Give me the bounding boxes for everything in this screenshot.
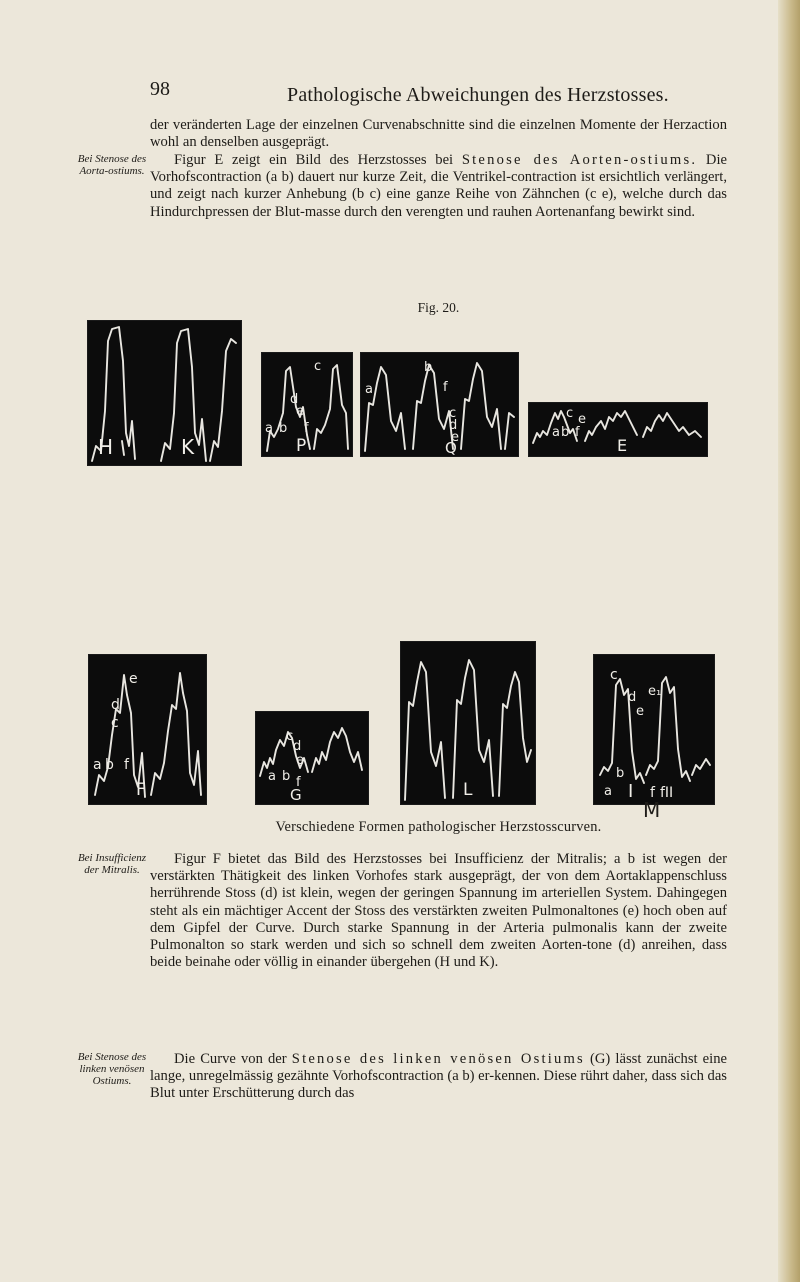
- panel-g-label-e: e: [296, 753, 304, 768]
- page-header: [150, 78, 710, 108]
- page-edge: [778, 0, 800, 1282]
- paragraph-2-text: Figur E zeigt ein Bild des Herzstosses bei Stenose des Aorten-ostiums. Die Vorhofscontraction (a b) dauert nur kurze Zeit, die Ventrikel-contraction ist ersichtlich verlängert, und zeigt nach kurzer Anhebung (b c) eine ganze Reihe von Zähnchen (c e), welche durch das Hindurchpressen der Blut-masse durch den verengten und rauhen Aortenanfang bewirkt sind.: [150, 152, 727, 220]
- panel-p-label-e: e: [296, 404, 304, 419]
- panel-q-label-d: d: [449, 418, 458, 433]
- panel-g-label-f: f: [296, 775, 301, 790]
- panel-e-label-a: a: [552, 425, 560, 440]
- panel-m-label-d: d: [628, 690, 637, 705]
- figure-caption: Verschiedene Formen pathologischer Herzstosscurven.: [275, 819, 602, 835]
- curve-panel-e: [528, 402, 708, 457]
- curve-panel-hk: [87, 320, 242, 466]
- panel-g-label-b: b: [282, 769, 291, 784]
- panel-label-h: H: [98, 435, 114, 459]
- figure-number: Fig. 20.: [417, 300, 460, 315]
- panel-e-label-e: e: [578, 412, 586, 427]
- panel-f-label-c: c: [111, 715, 119, 731]
- paragraph-4: [150, 1051, 727, 1103]
- panel-label-k: K: [181, 435, 195, 459]
- panel-m-label-roman-one: I: [628, 781, 634, 802]
- panel-f-label-f: f: [124, 757, 129, 773]
- panel-g-label-a: a: [268, 769, 276, 784]
- panel-f-label-e: e: [129, 671, 138, 687]
- running-title: Pathologische Abweichungen des Herzstosses.: [287, 84, 669, 106]
- curve-panel-l: [400, 641, 536, 805]
- panel-p-label-c: c: [314, 359, 322, 374]
- margin-note-mitralis: Bei Insufficienz der Mitralis.: [77, 852, 147, 876]
- panel-g-label: G: [290, 786, 302, 804]
- margin-note-venosus: Bei Stenose des linken venösen Ostiums.: [77, 1051, 147, 1087]
- paragraph-2: [150, 152, 727, 221]
- panel-f-label-a: a: [93, 757, 102, 773]
- panel-p-label-a: a: [265, 421, 273, 436]
- curve-panel-p: [261, 352, 353, 457]
- panel-e-label-f: f: [575, 425, 580, 440]
- paragraph-1-text: der veränderten Lage der einzelnen Curvenabschnitte sind die einzelnen Momente der Herzaction wohl an denselben ausgeprägt.: [150, 117, 727, 151]
- panel-m-label-b: b: [616, 766, 625, 781]
- panel-p-label-b: b: [279, 421, 288, 436]
- paragraph-1: [150, 117, 727, 151]
- term-venoeses-ostium: Stenose des linken venösen Ostiums: [291, 1051, 585, 1067]
- page-number: 98: [150, 78, 170, 100]
- panel-m-label-f-two: fII: [660, 785, 674, 801]
- panel-l-label: L: [463, 780, 473, 800]
- panel-f-label: F: [136, 780, 146, 800]
- panel-p-label-d: d: [290, 392, 299, 407]
- panel-q-label-f: f: [443, 380, 448, 395]
- panel-m-label-c: c: [610, 667, 618, 683]
- panel-m-label-a: a: [604, 784, 612, 799]
- panel-e-label: E: [617, 436, 628, 455]
- term-aortenostium: Stenose des Aorten-ostiums.: [461, 152, 698, 168]
- curve-panel-g: [255, 711, 369, 805]
- paragraph-4-text: Die Curve von der Stenose des linken venösen Ostiums (G) lässt zunächst eine lange, unregelmässig gezähnte Vorhofscontraction (a b) er-kennen. Diese rührt daher, dass sich das Blut unter Erschütterung durch das: [150, 1051, 727, 1102]
- panel-g-label-d: d: [293, 739, 302, 754]
- curve-panel-q: [360, 352, 519, 457]
- panel-q-label-c: c: [449, 406, 457, 421]
- panel-p-label-f: f: [304, 421, 309, 436]
- panel-f-label-b: b: [105, 757, 114, 773]
- panel-m-label-e1: e₁: [648, 684, 662, 699]
- paragraph-3: [150, 851, 727, 971]
- panel-g-label-c: c: [286, 729, 294, 744]
- panel-e-label-b: b: [561, 425, 570, 440]
- panel-m-label-e: e: [636, 704, 644, 719]
- panel-q-label: Q: [445, 439, 457, 456]
- panel-f-label-d: d: [111, 697, 120, 713]
- margin-note-aorta: Bei Stenose des Aorta-ostiums.: [77, 153, 147, 177]
- panel-e-label-c: c: [566, 406, 574, 421]
- panel-m-label-f: f: [650, 785, 655, 801]
- panel-q-label-b: b: [424, 360, 433, 375]
- panel-m-below-label: M: [643, 798, 661, 822]
- panel-q-label-a: a: [365, 382, 373, 397]
- paragraph-3-text: Figur F bietet das Bild des Herzstosses bei Insufficienz der Mitralis; a b ist wegen der verstärkten Thätigkeit des linken Vorhofes stark ausgeprägt, der von dem Aortaklappenschluss herrührende Stoss (d) ist klein, wegen der geringen Spannung im arteriellen System. Dahingegen steht als ein mächtiger Accent der Stoss des verstärkten zweiten Pulmonaltones (e) hoch oben auf dem Gipfel der Curve. Durch starke Spannung in der Arteria pulmonalis kann der zweite Pulmonalton so stark werden und sich so schnell dem zweiten Aorten-tone (d) anreihen, dass beide beinahe oder völlig in einander übergehen (H und K).: [150, 851, 727, 971]
- curve-panel-f: [88, 654, 207, 805]
- panel-p-label: P: [296, 436, 307, 456]
- panel-q-label-e: e: [451, 430, 459, 445]
- curve-panel-m: [593, 654, 715, 805]
